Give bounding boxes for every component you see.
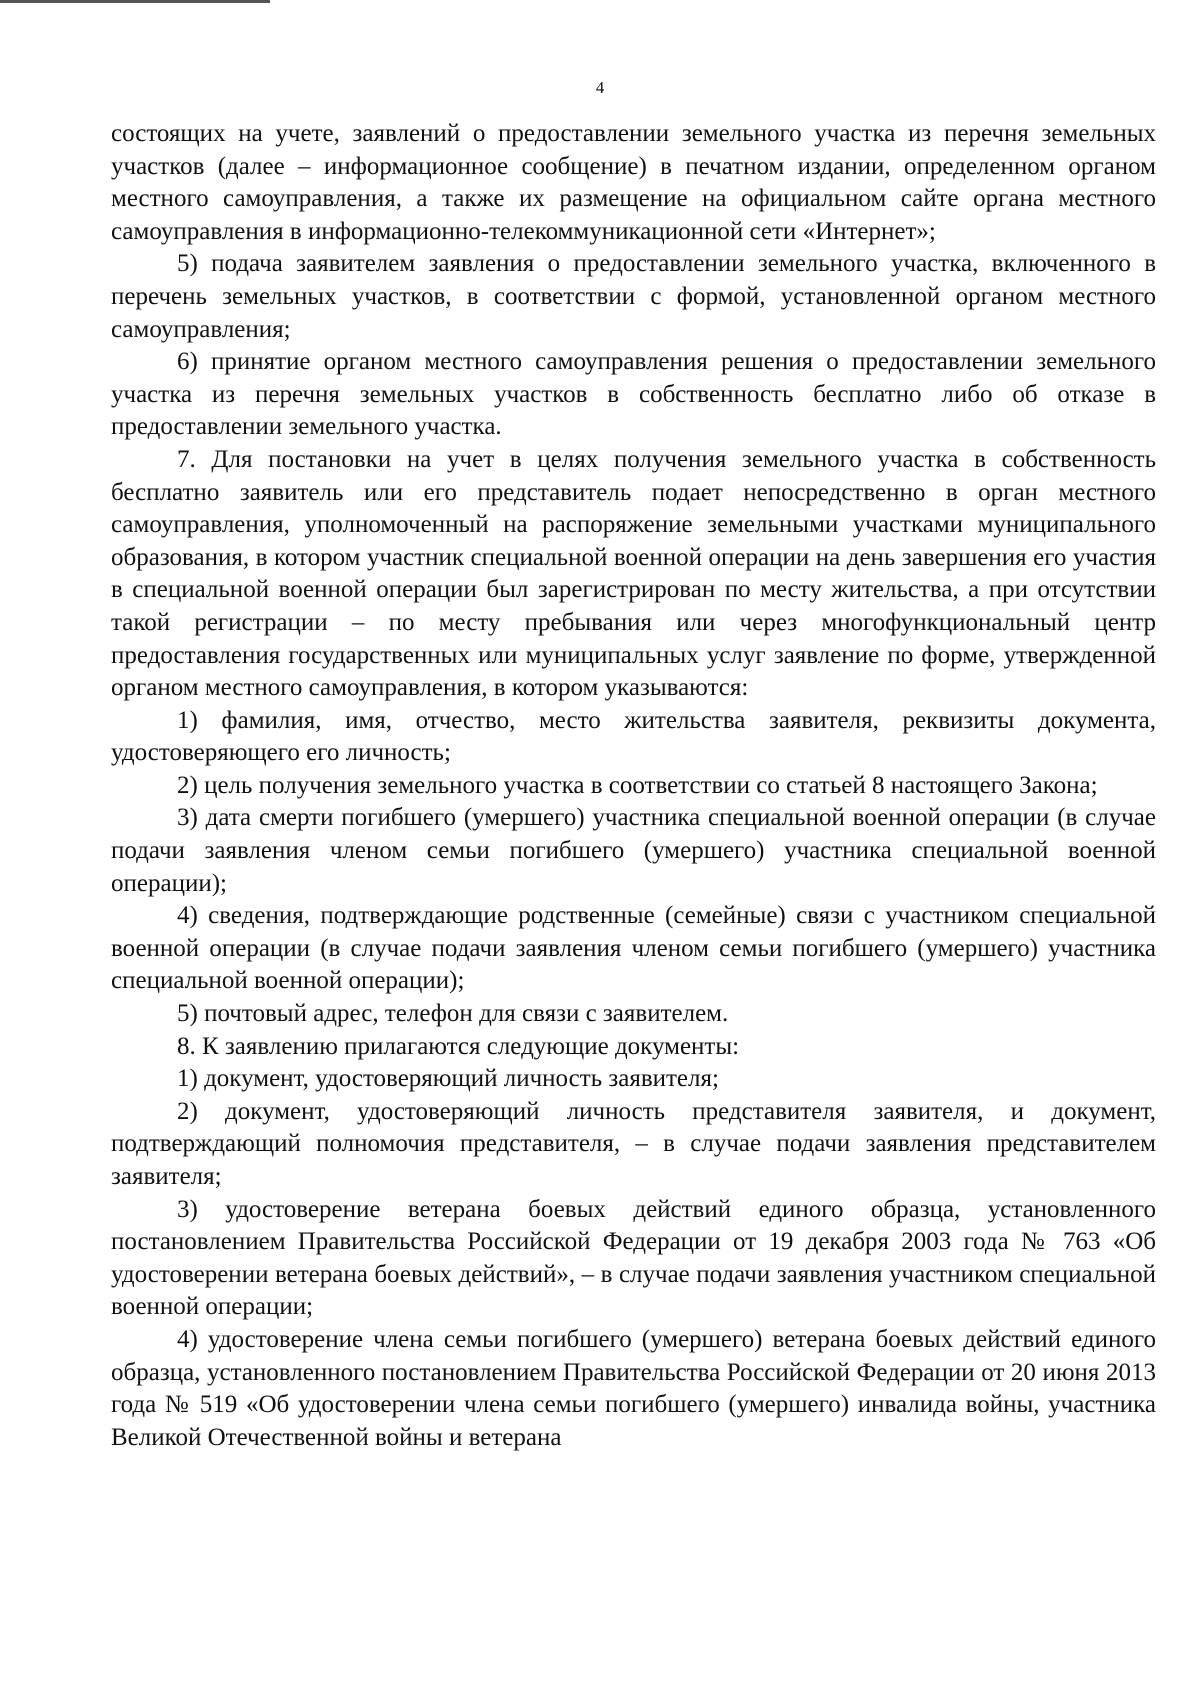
paragraph-doc-1-identity: 1) документ, удостоверяющий личность заявителя; [177, 1065, 719, 1093]
page-number: 4 [595, 78, 605, 97]
paragraph-item-4-family-ties: 4) сведения, подтверждающие родственные (семейные) связи с участником специальной военной операции (в случае подачи заявления членом семьи погибшего (умершего) участника специальной военной операции); [111, 902, 1156, 995]
paragraph-doc-2-representative: 2) документ, удостоверяющий личность представителя заявителя, и документ, подтверждающий полномочия представителя, – в случае подачи заявления представителем заявителя; [111, 1097, 1156, 1190]
paragraph-item-5-address: 5) почтовый адрес, телефон для связи с заявителем. [177, 1000, 729, 1028]
document-body [111, 118, 1156, 1454]
paragraph-item-6-decision: 6) принятие органом местного самоуправления решения о предоставлении земельного участка из перечня земельных участков в собственность бесплатно либо об отказе в предоставлении земельного участка. [111, 348, 1156, 441]
paragraph-item-3-death-date: 3) дата смерти погибшего (умершего) участника специальной военной операции (в случае подачи заявления членом семьи погибшего (умершего) участника специальной военной операции); [111, 804, 1156, 897]
paragraph-continuation: состоящих на учете, заявлений о предоставлении земельного участка из перечня земельных участков (далее – информационное сообщение) в печатном издании, определенном органом местного самоуправления, а также их размещение на официальном сайте органа местного самоуправления в информационно-телекоммуникационной сети «Интернет»; [111, 120, 1156, 245]
paragraph-item-2-purpose: 2) цель получения земельного участка в соответствии со статьей 8 настоящего Закона; [177, 771, 1098, 799]
paragraph-clause-7: 7. Для постановки на учет в целях получения земельного участка в собственность бесплатно заявитель или его представитель подает непосредственно в орган местного самоуправления, уполномоченный на распоряжение земельными участками муниципального образования, в котором участник специальной военной операции на день завершения его участия в специальной военной операции был зарегистрирован по месту жительства, а при отсутствии такой регистрации – по месту пребывания или через многофункциональный центр предоставления государственных или муниципальных услуг заявление по форме, утвержденной органом местного самоуправления, в котором указываются: [111, 445, 1156, 702]
scan-edge-line [0, 0, 270, 3]
paragraph-doc-4-family-certificate: 4) удостоверение члена семьи погибшего (умершего) ветерана боевых действий единого образца, установленного постановлением Правительства Российской Федерации от 20 июня 2013 года № 519 «Об удостоверении члена семьи погибшего (умершего) инвалида войны, участника Великой Отечественной войны и ветерана [111, 1325, 1156, 1451]
paragraph-item-1-name: 1) фамилия, имя, отчество, место жительства заявителя, реквизиты документа, удостоверяющего его личность; [111, 706, 1156, 767]
paragraph-doc-3-veteran-certificate: 3) удостоверение ветерана боевых действий единого образца, установленного постановлением Правительства Российской Федерации от 19 декабря 2003 года № 763 «Об удостоверении ветерана боевых действий», – в случае подачи заявления участником специальной военной операции; [111, 1195, 1156, 1321]
paragraph-clause-8: 8. К заявлению прилагаются следующие документы: [177, 1032, 740, 1060]
paragraph-item-5-application: 5) подача заявителем заявления о предоставлении земельного участка, включенного в перечень земельных участков, в соответствии с формой, установленной органом местного самоуправления; [111, 250, 1156, 343]
